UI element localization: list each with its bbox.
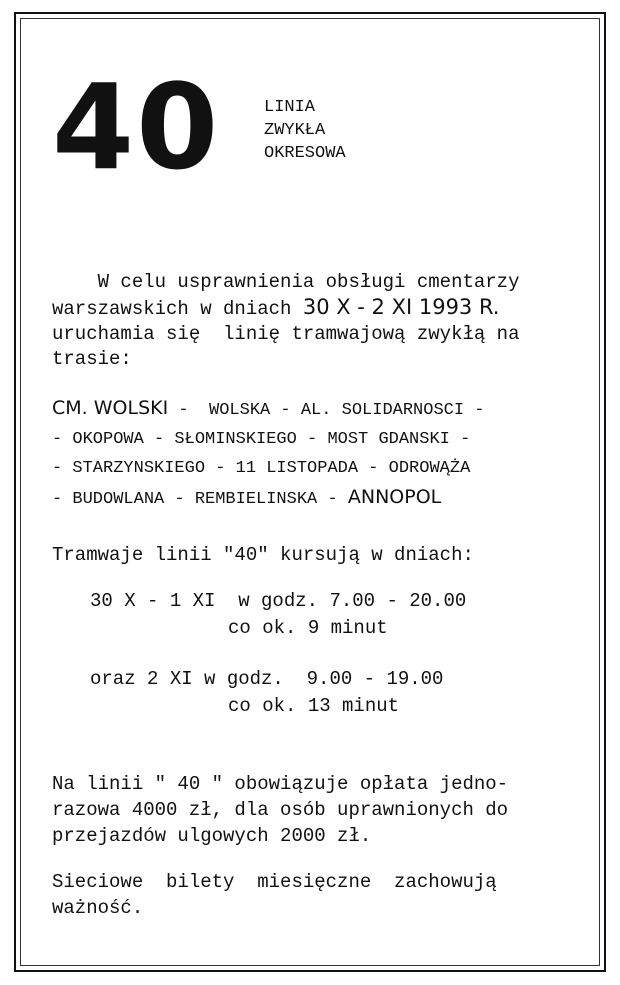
route-line-3: - STARZYNSKIEGO - 11 LISTOPADA - ODROWĄŻA: [52, 459, 471, 478]
route-line-1-text: - WOLSKA - AL. SOLIDARNOSCI -: [168, 401, 485, 420]
intro-line-2-text: warszawskich w dniach: [52, 298, 303, 320]
line-desc-3: OKRESOWA: [264, 144, 346, 163]
period-1-hours: 30 X - 1 XI w godz. 7.00 - 20.00: [90, 590, 467, 612]
line-desc-1: LINIA: [264, 98, 316, 117]
service-dates: 30 X - 2 XI 1993 R.: [302, 295, 500, 319]
intro-paragraph: [52, 270, 582, 372]
fare-line-1: Na linii " 40 " obowiązuje opłata jedno-: [52, 773, 509, 795]
line-desc-2: ZWYKŁA: [264, 121, 326, 140]
schedule-header: Tramwaje linii "40" kursują w dniach:: [52, 544, 474, 566]
intro-line-4: trasie:: [52, 348, 132, 370]
route-line-4-text: - BUDOWLANA - REMBIELINSKA -: [52, 490, 348, 509]
route-start: CM. WOLSKI: [52, 397, 169, 419]
tickets-paragraph: [52, 869, 582, 921]
route-end: ANNOPOL: [347, 486, 442, 508]
tickets-line-2: ważność.: [52, 897, 144, 919]
fare-line-3: przejazdów ulgowych 2000 zł.: [52, 825, 372, 847]
period-2-hours: oraz 2 XI w godz. 9.00 - 19.00: [90, 668, 444, 690]
intro-line-3: uruchamia się linię tramwajową zwykłą na: [52, 323, 520, 345]
schedule-period-2: [90, 666, 443, 720]
schedule-period-1: [90, 588, 466, 642]
fare-paragraph: [52, 771, 582, 849]
period-2-frequency: co ok. 13 minut: [228, 695, 400, 717]
intro-line-1: W celu usprawnienia obsługi cmentarzy: [52, 271, 520, 293]
notice-sheet: [14, 12, 606, 972]
route-paragraph: [52, 394, 582, 514]
line-number: 40: [52, 58, 221, 196]
route-line-4: [52, 483, 582, 514]
fare-line-2: razowa 4000 zł, dla osób uprawnionych do: [52, 799, 509, 821]
intro-line-2: [52, 295, 582, 322]
route-line-2: - OKOPOWA - SŁOMINSKIEGO - MOST GDANSKI -: [52, 430, 471, 449]
route-line-1: [52, 394, 582, 425]
period-1-frequency: co ok. 9 minut: [228, 617, 388, 639]
line-description: [264, 96, 346, 165]
tickets-line-1: Sieciowe bilety miesięczne zachowują: [52, 871, 497, 893]
